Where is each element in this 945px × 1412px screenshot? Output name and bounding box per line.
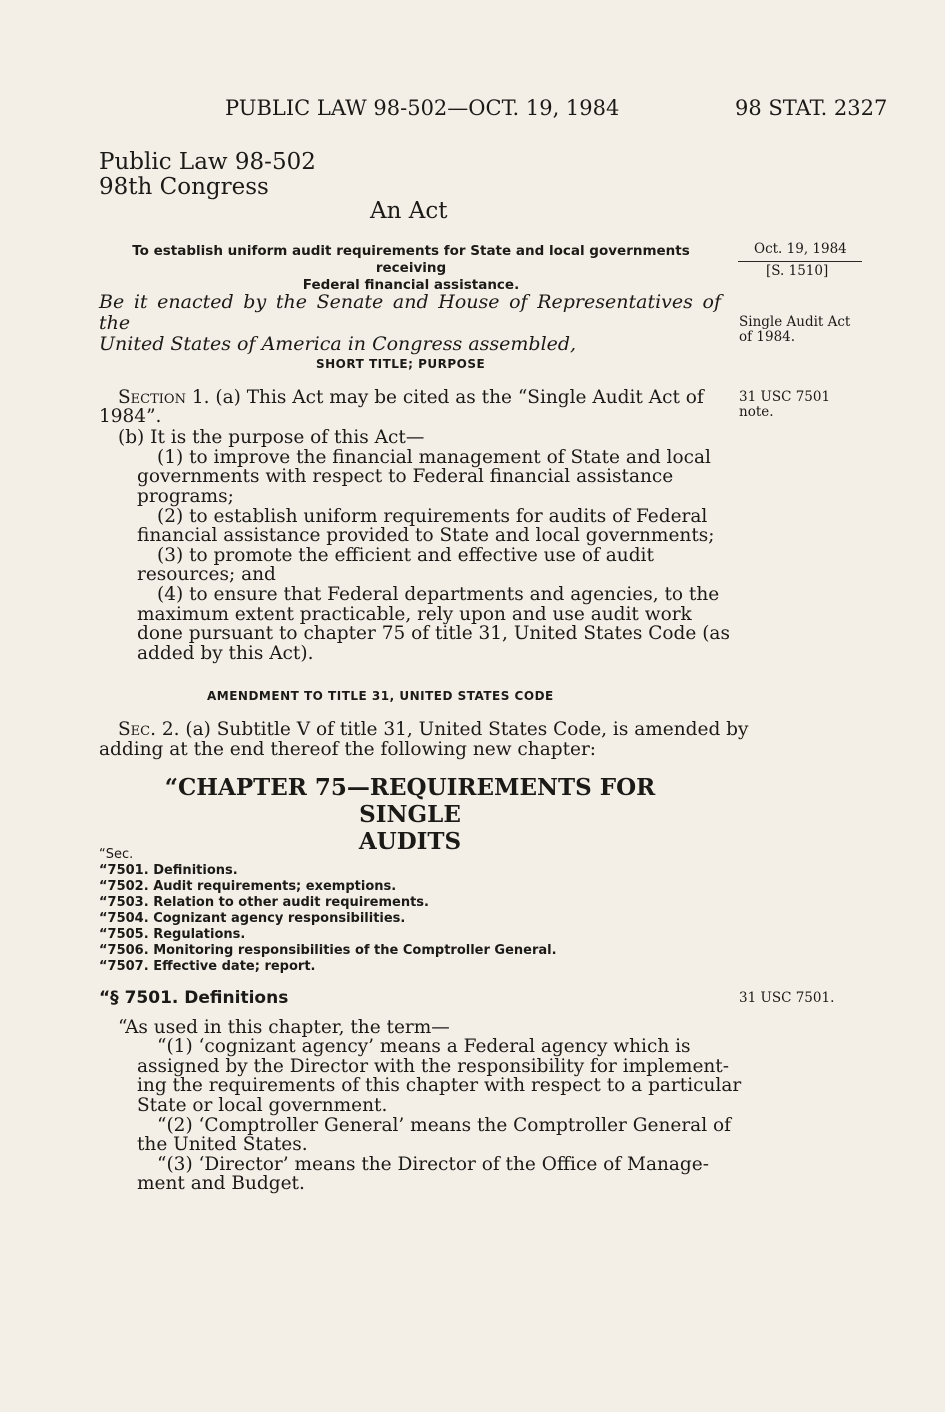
definitions-line: “As used in this chapter, the term— <box>118 1017 450 1038</box>
chapter-heading-line: AUDITS <box>358 828 462 855</box>
section1-line: (4) to ensure that Federal departments and agencies, to the <box>157 584 720 605</box>
toc-item: “7503. Relation to other audit requirements. <box>99 895 429 910</box>
section-label: Section <box>118 387 186 408</box>
section2-text: 2. (a) Subtitle V of title 31, United States Code, is amended by <box>156 719 749 740</box>
toc-item: “7505. Regulations. <box>99 927 246 942</box>
enacting-line: United States of America in Congress assembled, <box>99 333 577 355</box>
toc-sec-label: “Sec. <box>99 847 134 862</box>
enacting-clause <box>99 292 721 355</box>
running-header: PUBLIC LAW 98-502—OCT. 19, 1984 <box>225 96 620 120</box>
purpose-line: Federal financial assistance. <box>302 277 520 293</box>
section1-line: resources; and <box>137 564 276 585</box>
act-purpose <box>97 243 725 294</box>
margin-short-title-line: Single Audit Act <box>739 314 851 330</box>
margin-date: Oct. 19, 1984 <box>754 241 847 257</box>
section-label: Sec. <box>118 719 156 740</box>
margin-short-title-line: of 1984. <box>739 329 796 345</box>
section2-line: adding at the end thereof the following new chapter: <box>99 739 597 760</box>
section1-line: (3) to promote the efficient and effective use of audit <box>157 545 654 566</box>
margin-divider <box>738 261 862 262</box>
chapter-heading <box>120 774 700 855</box>
toc-item: “7502. Audit requirements; exemptions. <box>99 879 397 894</box>
section1-line: (1) to improve the financial management of State and local <box>157 447 711 468</box>
definitions-line: ment and Budget. <box>137 1173 305 1194</box>
margin-usc-note-line: 31 USC 7501 <box>739 389 831 405</box>
definitions-line: ing the requirements of this chapter with respect to a particular <box>137 1075 742 1096</box>
section1-line: added by this Act). <box>137 643 314 664</box>
section2-line <box>118 720 748 740</box>
purpose-line: To establish uniform audit requirements for State and local governments receiving <box>132 243 690 276</box>
section1-heading: SHORT TITLE; PURPOSE <box>316 357 486 371</box>
section2-heading: AMENDMENT TO TITLE 31, UNITED STATES CODE <box>207 689 554 703</box>
margin-usc-7501: 31 USC 7501. <box>739 990 835 1006</box>
margin-bill-number: [S. 1510] <box>766 263 829 279</box>
margin-usc-note-line: note. <box>739 404 774 420</box>
toc-item: “7504. Cognizant agency responsibilities. <box>99 911 406 926</box>
law-title-block <box>99 150 316 200</box>
section1-line: programs; <box>137 486 234 507</box>
margin-usc-note <box>739 390 830 420</box>
section1-line: (b) It is the purpose of this Act— <box>118 427 425 448</box>
toc-item: “7506. Monitoring responsibilities of the Comptroller General. <box>99 943 557 958</box>
definitions-line: “(2) ‘Comptroller General’ means the Comptroller General of <box>157 1115 731 1136</box>
definitions-line: assigned by the Director with the responsibility for implement- <box>137 1056 729 1077</box>
definitions-line: State or local government. <box>137 1095 388 1116</box>
section1-text: 1. (a) This Act may be cited as the “Single Audit Act of <box>185 387 704 408</box>
enacting-line: Be it enacted by the Senate and House of Representatives of the <box>99 291 721 334</box>
definitions-line: “(3) ‘Director’ means the Director of the Office of Manage- <box>157 1154 709 1175</box>
section1-line: governments with respect to Federal financial assistance <box>137 466 674 487</box>
act-heading: An Act <box>370 198 448 224</box>
section1-line: financial assistance provided to State and local governments; <box>137 525 715 546</box>
chapter-heading-line: “CHAPTER 75—REQUIREMENTS FOR SINGLE <box>164 774 656 828</box>
margin-short-title <box>739 315 850 345</box>
definitions-line: “(1) ‘cognizant agency’ means a Federal agency which is <box>157 1036 691 1057</box>
section1-line: 1984”. <box>99 406 162 427</box>
section1-line: (2) to establish uniform requirements for audits of Federal <box>157 506 708 527</box>
section1-line: maximum extent practicable, rely upon and use audit work <box>137 604 692 625</box>
toc-item: “7507. Effective date; report. <box>99 959 316 974</box>
section1-line <box>118 388 704 408</box>
chapter-table-of-sections <box>99 847 557 975</box>
definitions-line: the United States. <box>137 1134 308 1155</box>
public-law-number: Public Law 98-502 <box>99 149 316 175</box>
section-7501-heading: “§ 7501. Definitions <box>99 988 289 1008</box>
section1-line: done pursuant to chapter 75 of title 31, United States Code (as <box>137 623 730 644</box>
stat-page-number: 98 STAT. 2327 <box>735 96 888 120</box>
toc-item: “7501. Definitions. <box>99 863 238 878</box>
congress-number: 98th Congress <box>99 174 269 200</box>
